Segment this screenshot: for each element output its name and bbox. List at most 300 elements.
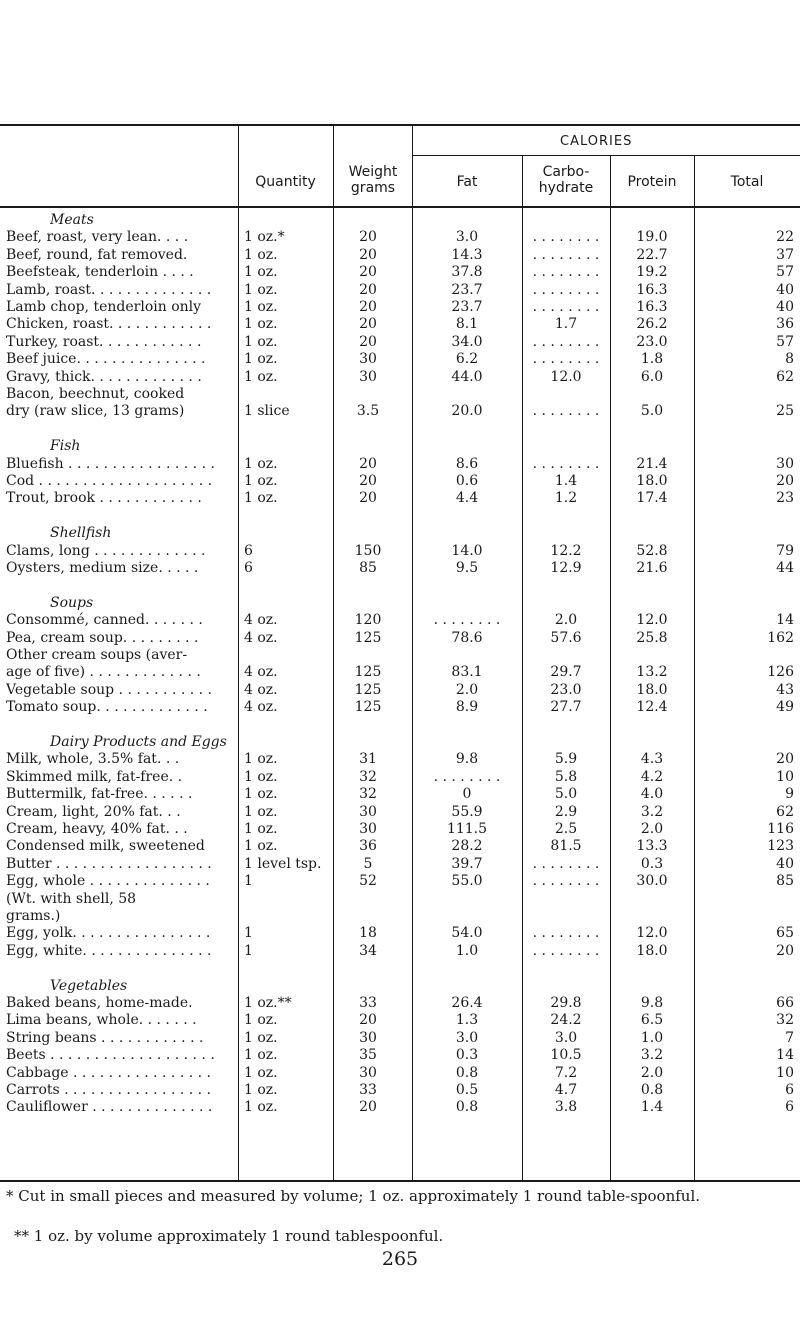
cell-qty: 4 oz. [244, 664, 278, 681]
table-row [0, 281, 800, 299]
cell-w: 20 [359, 316, 377, 333]
cell-w: 30 [359, 351, 377, 368]
table-row [0, 994, 800, 1012]
cell-qty: 1 oz. [244, 786, 278, 803]
cell-carb: 3.8 [554, 1099, 578, 1116]
table-row [0, 350, 800, 368]
cell-name: Oysters, medium size. . . . . [6, 560, 199, 576]
cell-qty: 4 oz. [244, 699, 278, 716]
cell-qty: 1 oz. [244, 368, 278, 385]
cell-fat: 20.0 [451, 403, 483, 420]
footnote-2: ** 1 oz. by volume approximately 1 round tablespoonful. [14, 1227, 444, 1245]
cell-qty: 1 oz. [244, 1064, 278, 1081]
table-row [0, 698, 800, 716]
cell-name: Beefsteak, tenderloin . . . . [6, 264, 194, 281]
table-row [0, 1046, 800, 1064]
top-rule [0, 124, 800, 126]
cell-w: 30 [359, 821, 377, 837]
table-row [0, 785, 800, 803]
section-heading [0, 594, 800, 612]
table-row [0, 872, 800, 890]
cell-fat: 0 [462, 786, 472, 803]
cell-qty: 1 oz. [244, 246, 278, 263]
cell-name: Clams, long . . . . . . . . . . . . . [6, 542, 206, 559]
cell-qty: 6 [244, 560, 253, 576]
table-row [0, 942, 800, 960]
cell-prot: 13.3 [636, 838, 668, 855]
cell-w: 20 [359, 333, 377, 350]
cell-prot: 2.0 [640, 1064, 664, 1081]
cell-prot: 19.0 [636, 229, 668, 246]
cell-tot: 6 [785, 1099, 794, 1116]
cell-tot: 43 [776, 681, 794, 698]
cell-w: 20 [359, 281, 377, 298]
cell-w: 35 [359, 1047, 377, 1064]
cell-qty: 1 oz. [244, 1082, 278, 1098]
cell-carb: 10.5 [550, 1047, 582, 1064]
cell-name: Egg, white. . . . . . . . . . . . . . . [6, 942, 212, 959]
cell-tot: 162 [767, 629, 794, 646]
cell-name: Lamb, roast. . . . . . . . . . . . . . [6, 281, 212, 298]
cell-qty: 6 [244, 542, 253, 559]
cell-prot: 17.4 [636, 490, 668, 507]
cell-prot: 12.4 [636, 699, 668, 716]
cell-carb: . . . . . . . . [532, 229, 600, 246]
cell-tot: 40 [776, 855, 794, 872]
cell-fat: 54.0 [451, 925, 483, 942]
cell-name: Butter . . . . . . . . . . . . . . . . . . [6, 855, 212, 872]
cell-w: 20 [359, 490, 377, 507]
table-row [0, 542, 800, 560]
cell-prot: 4.0 [640, 786, 664, 803]
cell-w: 20 [359, 229, 377, 246]
cell-w: 20 [359, 1099, 377, 1116]
cell-prot: 16.3 [636, 281, 668, 298]
cell-fat: 23.7 [451, 281, 483, 298]
cell-carb: . . . . . . . . [532, 299, 600, 315]
cell-name: Chicken, roast. . . . . . . . . . . . [6, 316, 212, 333]
table-row [0, 402, 800, 420]
cell-w: 33 [359, 1082, 377, 1098]
cell-carb: 3.0 [554, 1029, 578, 1046]
section-heading [0, 437, 800, 455]
cell-qty: 1 oz. [244, 751, 278, 768]
cell-prot: 3.2 [640, 1047, 664, 1064]
cell-prot: 21.4 [636, 455, 668, 472]
cell-qty: 1 oz. [244, 838, 278, 855]
cell-tot: 79 [776, 542, 794, 559]
cell-tot: 25 [776, 403, 794, 420]
spacer-row [0, 716, 800, 734]
table-row [0, 768, 800, 786]
header-protein: Protein [627, 174, 677, 190]
cell-prot: 13.2 [636, 664, 668, 681]
cell-qty: 1 oz. [244, 299, 278, 315]
section-title: Fish [50, 438, 81, 455]
cell-tot: 30 [776, 455, 794, 472]
cell-w: 125 [354, 699, 382, 716]
table-row [0, 837, 800, 855]
cell-carb: 2.9 [554, 803, 578, 820]
cell-qty: 1 oz. [244, 455, 278, 472]
cell-w: 85 [359, 560, 377, 576]
cell-tot: 126 [767, 664, 794, 681]
cell-fat: 3.0 [455, 1029, 479, 1046]
cell-carb: 7.2 [554, 1064, 578, 1081]
cell-w: 33 [359, 995, 377, 1011]
cell-qty: 4 oz. [244, 629, 278, 646]
cell-prot: 23.0 [636, 333, 668, 350]
table-row [0, 1098, 800, 1116]
cell-prot: 12.0 [636, 925, 668, 942]
cell-fat: 83.1 [451, 664, 483, 681]
cell-fat: 78.6 [451, 629, 483, 646]
spacer-row [0, 420, 800, 438]
cell-carb: 23.0 [550, 681, 582, 698]
cell-prot: 18.0 [636, 473, 668, 489]
spacer-row [0, 959, 800, 977]
cell-name: Other cream soups (aver- [6, 647, 188, 663]
cell-carb: . . . . . . . . [532, 333, 600, 350]
cell-prot: 0.3 [640, 855, 664, 872]
cell-fat: 1.3 [455, 1012, 479, 1029]
cell-carb: . . . . . . . . [532, 855, 600, 872]
cell-tot: 36 [776, 316, 794, 333]
table-row [0, 629, 800, 647]
cell-w: 5 [363, 855, 373, 872]
cell-w: 120 [354, 612, 382, 629]
cell-qty: 1 oz. [244, 803, 278, 820]
cell-tot: 20 [776, 751, 794, 768]
cell-tot: 116 [767, 821, 794, 837]
cell-name: Beef, round, fat removed. [6, 246, 188, 263]
cell-prot: 18.0 [636, 942, 668, 959]
cell-carb: . . . . . . . . [532, 942, 600, 959]
cell-tot: 10 [776, 1064, 794, 1081]
table-row [0, 907, 800, 925]
table-row [0, 472, 800, 490]
cell-name: Cod . . . . . . . . . . . . . . . . . . . . [6, 473, 213, 489]
cell-name: Baked beans, home-made. [6, 995, 193, 1011]
cell-tot: 44 [776, 560, 794, 576]
cell-w: 20 [359, 299, 377, 315]
cell-qty: 4 oz. [244, 612, 278, 629]
cell-w: 3.5 [356, 403, 380, 420]
table-row [0, 489, 800, 507]
cell-prot: 12.0 [636, 612, 668, 629]
cell-tot: 32 [776, 1012, 794, 1029]
cell-tot: 49 [776, 699, 794, 716]
cell-fat: 55.9 [451, 803, 483, 820]
table-row [0, 890, 800, 908]
cell-name: Condensed milk, sweetened [6, 838, 205, 855]
cell-name: Consommé, canned. . . . . . . [6, 612, 203, 629]
cell-name: Turkey, roast. . . . . . . . . . . . [6, 333, 202, 350]
cell-fat: 37.8 [451, 264, 483, 281]
cell-carb: 29.8 [550, 995, 582, 1011]
cell-prot: 52.8 [636, 542, 668, 559]
cell-prot: 2.0 [640, 821, 664, 837]
cell-qty: 1 oz. [244, 281, 278, 298]
cell-tot: 62 [776, 368, 794, 385]
cell-tot: 40 [776, 299, 794, 315]
cell-tot: 22 [776, 229, 794, 246]
cell-qty: 1 oz. [244, 473, 278, 489]
cell-name: Vegetable soup . . . . . . . . . . . [6, 681, 213, 698]
cell-name: Bluefish . . . . . . . . . . . . . . . . . [6, 455, 215, 472]
cell-fat: 2.0 [455, 681, 479, 698]
cell-qty: 1 [244, 925, 253, 942]
table-row [0, 455, 800, 473]
cell-qty: 1 [244, 873, 253, 890]
cell-prot: 1.4 [640, 1099, 664, 1116]
cell-prot: 25.8 [636, 629, 668, 646]
cell-w: 125 [354, 664, 382, 681]
header-bottom-rule [0, 206, 800, 208]
cell-qty: 1 oz. [244, 333, 278, 350]
cell-tot: 7 [785, 1029, 794, 1046]
cell-name: Trout, brook . . . . . . . . . . . . [6, 490, 202, 507]
cell-qty: 1 oz. [244, 316, 278, 333]
cell-name: (Wt. with shell, 58 [6, 890, 137, 907]
cell-qty: 1 oz. [244, 821, 278, 837]
cell-prot: 26.2 [636, 316, 668, 333]
table-row [0, 1029, 800, 1047]
cell-name: Lima beans, whole. . . . . . . [6, 1012, 197, 1029]
cell-name: Beets . . . . . . . . . . . . . . . . . . . [6, 1047, 215, 1064]
calories-rule [412, 155, 800, 156]
cell-prot: 4.3 [640, 751, 664, 768]
cell-qty: 1 oz. [244, 490, 278, 507]
cell-w: 30 [359, 1029, 377, 1046]
cell-carb: 81.5 [550, 838, 582, 855]
cell-qty: 1 oz. [244, 351, 278, 368]
cell-carb: 29.7 [550, 664, 582, 681]
cell-fat: . . . . . . . . [433, 612, 501, 629]
table-row [0, 385, 800, 403]
cell-name: Carrots . . . . . . . . . . . . . . . . . [6, 1082, 211, 1098]
cell-fat: 1.0 [455, 942, 479, 959]
cell-carb: 4.7 [554, 1082, 578, 1098]
cell-qty: 1 [244, 942, 253, 959]
section-title: Vegetables [50, 977, 128, 994]
table-row [0, 924, 800, 942]
table-row [0, 855, 800, 873]
table-row [0, 803, 800, 821]
cell-prot: 1.8 [640, 351, 664, 368]
cell-tot: 57 [776, 264, 794, 281]
cell-carb: 2.0 [554, 612, 578, 629]
section-title: Meats [50, 212, 94, 228]
header-total: Total [730, 174, 764, 190]
cell-carb: . . . . . . . . [532, 403, 600, 420]
cell-tot: 62 [776, 803, 794, 820]
cell-tot: 14 [776, 1047, 794, 1064]
cell-tot: 66 [776, 995, 794, 1011]
cell-qty: 1 oz.* [244, 229, 285, 246]
cell-name: grams.) [6, 908, 61, 924]
table-row [0, 750, 800, 768]
spacer-row [0, 507, 800, 525]
cell-qty: 1 oz. [244, 264, 278, 281]
cell-carb: . . . . . . . . [532, 246, 600, 263]
table-row [0, 263, 800, 281]
cell-name: Cauliflower . . . . . . . . . . . . . . [6, 1099, 213, 1116]
page-number: 265 [381, 1248, 419, 1270]
cell-fat: 26.4 [451, 995, 483, 1011]
cell-tot: 85 [776, 873, 794, 890]
header-weight: Weight grams [348, 164, 398, 196]
cell-fat: 8.6 [455, 455, 479, 472]
cell-prot: 22.7 [636, 246, 668, 263]
cell-name: Cabbage . . . . . . . . . . . . . . . . [6, 1064, 211, 1081]
cell-tot: 20 [776, 473, 794, 489]
cell-carb: 2.5 [554, 821, 578, 837]
cell-tot: 23 [776, 490, 794, 507]
cell-w: 20 [359, 455, 377, 472]
table-row [0, 246, 800, 264]
cell-carb: 5.9 [554, 751, 578, 768]
section-heading [0, 211, 800, 229]
table-row [0, 663, 800, 681]
cell-fat: 8.9 [455, 699, 479, 716]
cell-qty: 1 level tsp. [244, 855, 322, 872]
section-heading [0, 733, 800, 751]
table-row [0, 1081, 800, 1099]
cell-prot: 16.3 [636, 299, 668, 315]
cell-prot: 6.5 [640, 1012, 664, 1029]
cell-prot: 30.0 [636, 873, 668, 890]
cell-qty: 1 slice [244, 403, 290, 420]
cell-carb: 27.7 [550, 699, 582, 716]
cell-carb: 1.2 [554, 490, 578, 507]
cell-carb: 1.4 [554, 473, 578, 489]
cell-w: 20 [359, 246, 377, 263]
cell-name: Buttermilk, fat-free. . . . . . [6, 786, 193, 803]
cell-name: Milk, whole, 3.5% fat. . . [6, 751, 180, 768]
section-title: Shellfish [50, 525, 112, 542]
cell-fat: 6.2 [455, 351, 479, 368]
cell-qty: 1 oz. [244, 1047, 278, 1064]
cell-name: Tomato soup. . . . . . . . . . . . . [6, 699, 208, 716]
cell-name: Beef juice. . . . . . . . . . . . . . . [6, 351, 206, 368]
cell-name: Cream, heavy, 40% fat. . . [6, 821, 188, 837]
cell-name: Gravy, thick. . . . . . . . . . . . . [6, 368, 202, 385]
cell-name: Pea, cream soup. . . . . . . . . [6, 629, 199, 646]
cell-fat: 55.0 [451, 873, 483, 890]
cell-fat: 23.7 [451, 299, 483, 315]
cell-carb: 5.0 [554, 786, 578, 803]
cell-fat: 0.5 [455, 1082, 479, 1098]
cell-w: 52 [359, 873, 377, 890]
cell-prot: 4.2 [640, 768, 664, 785]
cell-fat: 0.3 [455, 1047, 479, 1064]
cell-fat: 0.6 [455, 473, 479, 489]
cell-tot: 123 [767, 838, 794, 855]
cell-carb: 12.2 [550, 542, 582, 559]
table-row [0, 333, 800, 351]
cell-carb: 5.8 [554, 768, 578, 785]
cell-name: Egg, whole . . . . . . . . . . . . . . [6, 873, 210, 890]
cell-prot: 1.0 [640, 1029, 664, 1046]
cell-w: 18 [359, 925, 377, 942]
table-row [0, 315, 800, 333]
cell-name: String beans . . . . . . . . . . . . [6, 1029, 204, 1046]
section-heading [0, 977, 800, 995]
cell-fat: 111.5 [446, 821, 488, 837]
header-carbohydrate: Carbo- hydrate [538, 164, 594, 196]
footnote-1: * Cut in small pieces and measured by volume; 1 oz. approximately 1 round table-spoonful. [6, 1187, 701, 1205]
cell-w: 32 [359, 768, 377, 785]
cell-carb: 57.6 [550, 629, 582, 646]
cell-name: age of five) . . . . . . . . . . . . . [6, 664, 201, 681]
section-heading [0, 524, 800, 542]
cell-w: 20 [359, 264, 377, 281]
cell-w: 31 [359, 751, 377, 768]
cell-name: Lamb chop, tenderloin only [6, 299, 202, 315]
cell-carb: 12.9 [550, 560, 582, 576]
cell-prot: 5.0 [640, 403, 664, 420]
cell-tot: 8 [785, 351, 794, 368]
table-row [0, 298, 800, 316]
table-row [0, 611, 800, 629]
cell-qty: 1 oz. [244, 1029, 278, 1046]
section-title: Soups [50, 594, 94, 611]
cell-w: 125 [354, 681, 382, 698]
cell-name: Bacon, beechnut, cooked [6, 386, 185, 402]
cell-w: 30 [359, 803, 377, 820]
cell-name: Egg, yolk. . . . . . . . . . . . . . . . [6, 925, 211, 942]
cell-fat: 0.8 [455, 1064, 479, 1081]
bottom-rule [0, 1180, 800, 1182]
cell-prot: 0.8 [640, 1082, 664, 1098]
cell-name: Cream, light, 20% fat. . . [6, 803, 181, 820]
cell-w: 34 [359, 942, 377, 959]
header-fat: Fat [456, 174, 478, 190]
cell-fat: 44.0 [451, 368, 483, 385]
table-row [0, 228, 800, 246]
cell-fat: 3.0 [455, 229, 479, 246]
table-row [0, 559, 800, 577]
cell-fat: 39.7 [451, 855, 483, 872]
cell-tot: 6 [785, 1082, 794, 1098]
cell-fat: 0.8 [455, 1099, 479, 1116]
cell-qty: 1 oz.** [244, 995, 292, 1011]
cell-carb: . . . . . . . . [532, 281, 600, 298]
cell-w: 30 [359, 1064, 377, 1081]
cell-fat: 8.1 [455, 316, 479, 333]
cell-fat: 4.4 [455, 490, 479, 507]
cell-prot: 19.2 [636, 264, 668, 281]
cell-fat: . . . . . . . . [433, 768, 501, 785]
cell-tot: 37 [776, 246, 794, 263]
spacer-row [0, 576, 800, 594]
cell-qty: 1 oz. [244, 1012, 278, 1029]
cell-tot: 40 [776, 281, 794, 298]
cell-tot: 10 [776, 768, 794, 785]
cell-fat: 14.0 [451, 542, 483, 559]
cell-prot: 9.8 [640, 995, 664, 1011]
table-row [0, 368, 800, 386]
header-quantity: Quantity [255, 174, 316, 190]
cell-carb: 1.7 [554, 316, 578, 333]
cell-prot: 18.0 [636, 681, 668, 698]
cell-name: dry (raw slice, 13 grams) [6, 403, 185, 420]
cell-tot: 20 [776, 942, 794, 959]
cell-carb: . . . . . . . . [532, 925, 600, 942]
cell-carb: 12.0 [550, 368, 582, 385]
cell-tot: 57 [776, 333, 794, 350]
